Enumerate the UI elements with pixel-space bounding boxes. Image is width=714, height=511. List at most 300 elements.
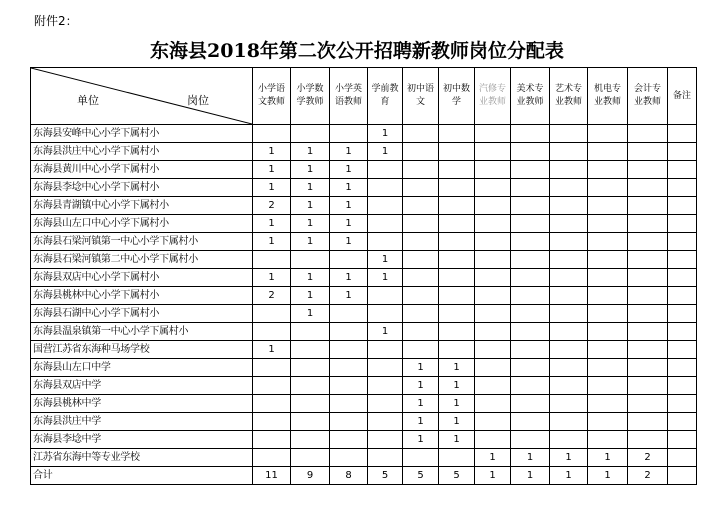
quota-cell <box>330 305 368 323</box>
quota-cell <box>628 359 668 377</box>
quota-cell: 1 <box>368 125 403 143</box>
school-name-cell: 东海县双店中学 <box>31 377 253 395</box>
quota-cell <box>439 197 475 215</box>
quota-cell <box>628 125 668 143</box>
quota-cell <box>403 449 439 467</box>
quota-cell <box>403 143 439 161</box>
quota-cell <box>253 323 291 341</box>
quota-cell: 1 <box>439 431 475 449</box>
quota-cell: 1 <box>253 161 291 179</box>
quota-cell <box>668 269 697 287</box>
quota-cell <box>330 341 368 359</box>
quota-cell: 2 <box>253 287 291 305</box>
quota-cell <box>439 125 475 143</box>
quota-cell <box>588 233 628 251</box>
quota-cell <box>439 287 475 305</box>
quota-cell: 1 <box>291 179 330 197</box>
corner-header-cell <box>31 68 253 125</box>
school-name-cell: 东海县温泉镇第一中心小学下属村小 <box>31 323 253 341</box>
quota-cell <box>330 125 368 143</box>
school-name-cell: 江苏省东海中等专业学校 <box>31 449 253 467</box>
column-header-label: 小学英语教师 <box>334 84 362 107</box>
school-name-cell: 国营江苏省东海种马场学校 <box>31 341 253 359</box>
quota-cell <box>511 233 550 251</box>
quota-cell <box>588 125 628 143</box>
table-row <box>31 125 697 143</box>
table-row <box>31 431 697 449</box>
quota-cell <box>588 359 628 377</box>
table-row <box>31 395 697 413</box>
quota-cell <box>588 197 628 215</box>
quota-cell: 1 <box>253 269 291 287</box>
total-value-cell: 2 <box>628 467 668 485</box>
quota-cell <box>668 431 697 449</box>
school-name-cell: 东海县洪庄中学 <box>31 413 253 431</box>
quota-cell <box>368 377 403 395</box>
quota-cell <box>588 287 628 305</box>
quota-cell <box>628 143 668 161</box>
quota-cell: 1 <box>403 359 439 377</box>
quota-cell <box>511 179 550 197</box>
quota-cell: 1 <box>330 197 368 215</box>
quota-cell <box>550 341 588 359</box>
quota-cell <box>291 125 330 143</box>
quota-cell <box>550 413 588 431</box>
quota-cell <box>403 269 439 287</box>
quota-cell <box>511 125 550 143</box>
quota-cell <box>439 215 475 233</box>
quota-cell <box>403 251 439 269</box>
total-label: 合计 <box>31 467 253 485</box>
quota-cell <box>511 359 550 377</box>
total-value-cell: 9 <box>291 467 330 485</box>
quota-cell: 1 <box>403 395 439 413</box>
quota-cell <box>668 215 697 233</box>
quota-cell <box>253 305 291 323</box>
quota-cell <box>511 323 550 341</box>
quota-cell <box>403 161 439 179</box>
quota-cell <box>550 197 588 215</box>
column-header-label: 小学语文教师 <box>257 84 285 107</box>
quota-cell <box>291 377 330 395</box>
quota-cell <box>668 395 697 413</box>
table-row <box>31 359 697 377</box>
column-header-label: 备注 <box>672 90 691 101</box>
column-header-label: 学前教育 <box>371 84 399 107</box>
quota-cell <box>403 233 439 251</box>
quota-cell <box>668 287 697 305</box>
header-row <box>31 68 697 125</box>
quota-cell <box>668 323 697 341</box>
quota-cell <box>439 269 475 287</box>
quota-cell <box>403 125 439 143</box>
quota-cell: 1 <box>403 413 439 431</box>
quota-cell <box>253 449 291 467</box>
quota-cell <box>253 413 291 431</box>
school-name-cell: 东海县安峰中心小学下属村小 <box>31 125 253 143</box>
total-value-cell <box>668 467 697 485</box>
quota-cell: 1 <box>291 233 330 251</box>
quota-cell: 1 <box>330 215 368 233</box>
quota-cell <box>550 431 588 449</box>
quota-cell <box>253 125 291 143</box>
quota-cell <box>439 233 475 251</box>
quota-cell <box>330 431 368 449</box>
quota-cell <box>668 377 697 395</box>
quota-cell <box>550 287 588 305</box>
column-header <box>475 68 511 125</box>
column-header-label: 机电专业教师 <box>593 84 621 107</box>
quota-cell <box>475 359 511 377</box>
quota-cell <box>403 323 439 341</box>
quota-cell <box>475 215 511 233</box>
total-value-cell: 1 <box>588 467 628 485</box>
table-row <box>31 215 697 233</box>
quota-cell <box>475 251 511 269</box>
table-row <box>31 251 697 269</box>
quota-cell <box>330 449 368 467</box>
column-header <box>588 68 628 125</box>
quota-cell <box>550 323 588 341</box>
quota-cell <box>291 431 330 449</box>
quota-cell: 1 <box>439 395 475 413</box>
quota-cell <box>668 449 697 467</box>
quota-cell: 1 <box>368 251 403 269</box>
column-header <box>253 68 291 125</box>
quota-cell <box>588 305 628 323</box>
quota-cell <box>330 359 368 377</box>
quota-cell: 1 <box>368 323 403 341</box>
position-label: 岗位 <box>187 94 209 107</box>
quota-cell <box>403 215 439 233</box>
quota-cell: 1 <box>330 179 368 197</box>
quota-cell <box>628 395 668 413</box>
quota-cell <box>475 323 511 341</box>
quota-cell <box>475 341 511 359</box>
quota-cell: 1 <box>291 305 330 323</box>
unit-label: 单位 <box>77 94 99 107</box>
total-value-cell: 1 <box>550 467 588 485</box>
quota-cell <box>368 179 403 197</box>
quota-cell <box>475 413 511 431</box>
quota-cell <box>439 449 475 467</box>
table-row <box>31 269 697 287</box>
quota-cell <box>628 413 668 431</box>
quota-cell <box>588 215 628 233</box>
column-header-label: 美术专业教师 <box>516 84 544 107</box>
quota-cell <box>291 449 330 467</box>
column-header <box>291 68 330 125</box>
total-value-cell: 5 <box>403 467 439 485</box>
quota-cell: 1 <box>439 377 475 395</box>
quota-cell <box>628 305 668 323</box>
quota-cell <box>475 431 511 449</box>
quota-cell <box>628 269 668 287</box>
quota-cell: 1 <box>291 161 330 179</box>
quota-cell <box>475 287 511 305</box>
quota-cell <box>368 197 403 215</box>
quota-cell <box>588 269 628 287</box>
quota-cell <box>330 395 368 413</box>
quota-cell <box>511 143 550 161</box>
quota-cell <box>550 233 588 251</box>
quota-cell <box>628 431 668 449</box>
quota-cell: 1 <box>330 233 368 251</box>
quota-cell <box>511 305 550 323</box>
column-header-label: 小学数学教师 <box>296 84 324 107</box>
quota-cell: 1 <box>550 449 588 467</box>
table-row <box>31 305 697 323</box>
column-header <box>403 68 439 125</box>
table-row <box>31 323 697 341</box>
quota-cell <box>628 377 668 395</box>
column-header-label: 艺术专业教师 <box>554 84 582 107</box>
quota-cell <box>511 269 550 287</box>
quota-cell <box>330 377 368 395</box>
quota-cell <box>511 341 550 359</box>
quota-cell: 1 <box>291 269 330 287</box>
school-name-cell: 东海县李埝中心小学下属村小 <box>31 179 253 197</box>
total-value-cell: 1 <box>475 467 511 485</box>
table-row <box>31 287 697 305</box>
quota-cell <box>588 179 628 197</box>
quota-cell: 1 <box>330 287 368 305</box>
column-header <box>330 68 368 125</box>
school-name-cell: 东海县石梁河镇第二中心小学下属村小 <box>31 251 253 269</box>
quota-cell <box>368 431 403 449</box>
quota-cell <box>550 395 588 413</box>
quota-cell <box>668 305 697 323</box>
quota-cell <box>475 197 511 215</box>
quota-cell <box>550 143 588 161</box>
quota-cell <box>628 323 668 341</box>
quota-cell: 1 <box>291 197 330 215</box>
quota-cell <box>368 305 403 323</box>
quota-cell: 1 <box>330 161 368 179</box>
quota-cell <box>628 197 668 215</box>
quota-cell <box>588 143 628 161</box>
table-row <box>31 449 697 467</box>
quota-cell <box>628 341 668 359</box>
quota-cell <box>550 179 588 197</box>
quota-cell: 1 <box>253 233 291 251</box>
quota-cell: 1 <box>439 359 475 377</box>
table-row <box>31 341 697 359</box>
table-row <box>31 413 697 431</box>
allocation-table <box>30 67 697 485</box>
quota-cell <box>550 305 588 323</box>
quota-cell <box>403 287 439 305</box>
column-header <box>511 68 550 125</box>
quota-cell <box>511 251 550 269</box>
quota-cell <box>628 233 668 251</box>
quota-cell: 1 <box>330 269 368 287</box>
school-name-cell: 东海县洪庄中心小学下属村小 <box>31 143 253 161</box>
quota-cell <box>628 287 668 305</box>
school-name-cell: 东海县双店中心小学下属村小 <box>31 269 253 287</box>
quota-cell: 1 <box>368 269 403 287</box>
column-header-label: 初中数学 <box>442 84 470 107</box>
quota-cell <box>668 359 697 377</box>
quota-cell: 2 <box>628 449 668 467</box>
quota-cell: 1 <box>511 449 550 467</box>
school-name-cell: 东海县桃林中学 <box>31 395 253 413</box>
quota-cell <box>550 161 588 179</box>
column-header <box>668 68 697 125</box>
quota-cell <box>511 161 550 179</box>
quota-cell: 1 <box>291 215 330 233</box>
quota-cell <box>588 251 628 269</box>
quota-cell <box>588 341 628 359</box>
quota-cell <box>668 341 697 359</box>
quota-cell <box>511 395 550 413</box>
school-name-cell: 东海县桃林中心小学下属村小 <box>31 287 253 305</box>
quota-cell <box>291 341 330 359</box>
quota-cell <box>475 395 511 413</box>
quota-cell: 1 <box>330 143 368 161</box>
quota-cell <box>475 125 511 143</box>
quota-cell <box>368 395 403 413</box>
quota-cell <box>475 233 511 251</box>
school-name-cell: 东海县青湖镇中心小学下属村小 <box>31 197 253 215</box>
quota-cell <box>291 323 330 341</box>
quota-cell <box>368 287 403 305</box>
quota-cell: 1 <box>253 179 291 197</box>
quota-cell <box>668 125 697 143</box>
quota-cell <box>403 197 439 215</box>
quota-cell <box>368 413 403 431</box>
quota-cell <box>439 305 475 323</box>
quota-cell <box>368 215 403 233</box>
school-name-cell: 东海县山左口中心小学下属村小 <box>31 215 253 233</box>
school-name-cell: 东海县石湖中心小学下属村小 <box>31 305 253 323</box>
quota-cell <box>291 359 330 377</box>
column-header-label: 初中语文 <box>406 84 434 107</box>
quota-cell <box>330 323 368 341</box>
quota-cell <box>550 215 588 233</box>
quota-cell <box>475 143 511 161</box>
quota-cell <box>253 359 291 377</box>
quota-cell <box>368 449 403 467</box>
quota-cell <box>588 161 628 179</box>
quota-cell <box>291 251 330 269</box>
column-header <box>628 68 668 125</box>
table-row <box>31 233 697 251</box>
quota-cell <box>475 305 511 323</box>
school-name-cell: 东海县黄川中心小学下属村小 <box>31 161 253 179</box>
quota-cell <box>368 161 403 179</box>
school-name-cell: 东海县石梁河镇第一中心小学下属村小 <box>31 233 253 251</box>
quota-cell <box>439 143 475 161</box>
quota-cell <box>628 215 668 233</box>
quota-cell: 1 <box>253 341 291 359</box>
quota-cell <box>668 413 697 431</box>
total-value-cell: 1 <box>511 467 550 485</box>
quota-cell <box>403 179 439 197</box>
quota-cell <box>475 269 511 287</box>
quota-cell <box>439 161 475 179</box>
quota-cell <box>511 431 550 449</box>
quota-cell <box>439 341 475 359</box>
quota-cell: 1 <box>403 377 439 395</box>
quota-cell <box>550 377 588 395</box>
table-row <box>31 161 697 179</box>
quota-cell <box>403 305 439 323</box>
quota-cell <box>368 359 403 377</box>
quota-cell <box>511 287 550 305</box>
quota-cell <box>253 395 291 413</box>
quota-cell <box>330 413 368 431</box>
quota-cell <box>475 179 511 197</box>
quota-cell <box>588 395 628 413</box>
total-row <box>31 467 697 485</box>
column-header <box>368 68 403 125</box>
quota-cell: 1 <box>291 143 330 161</box>
column-header <box>550 68 588 125</box>
quota-cell: 1 <box>291 287 330 305</box>
quota-cell: 1 <box>253 143 291 161</box>
quota-cell <box>588 413 628 431</box>
quota-cell <box>668 251 697 269</box>
column-header-label: 汽修专业教师 <box>478 84 506 107</box>
quota-cell <box>439 323 475 341</box>
quota-cell <box>550 125 588 143</box>
quota-cell <box>668 233 697 251</box>
quota-cell <box>439 251 475 269</box>
diagonal-divider <box>31 68 252 124</box>
quota-cell: 1 <box>253 215 291 233</box>
quota-cell: 1 <box>403 431 439 449</box>
quota-cell <box>628 161 668 179</box>
quota-cell <box>628 251 668 269</box>
quota-cell <box>550 269 588 287</box>
quota-cell <box>253 377 291 395</box>
table-row <box>31 179 697 197</box>
quota-cell <box>668 179 697 197</box>
table-row <box>31 197 697 215</box>
school-name-cell: 东海县李埝中学 <box>31 431 253 449</box>
quota-cell <box>628 179 668 197</box>
quota-cell <box>511 377 550 395</box>
quota-cell <box>253 251 291 269</box>
table-body <box>31 125 697 485</box>
quota-cell <box>330 251 368 269</box>
quota-cell: 2 <box>253 197 291 215</box>
quota-cell <box>475 161 511 179</box>
quota-cell <box>668 161 697 179</box>
page-title: 东海县2018年第二次公开招聘新教师岗位分配表 <box>150 40 564 62</box>
quota-cell <box>368 341 403 359</box>
quota-cell <box>588 431 628 449</box>
table-row <box>31 143 697 161</box>
quota-cell <box>253 431 291 449</box>
total-value-cell: 5 <box>368 467 403 485</box>
quota-cell <box>550 251 588 269</box>
quota-cell <box>668 143 697 161</box>
quota-cell <box>291 395 330 413</box>
quota-cell <box>475 377 511 395</box>
total-value-cell: 8 <box>330 467 368 485</box>
quota-cell <box>439 179 475 197</box>
quota-cell <box>403 341 439 359</box>
quota-cell <box>588 377 628 395</box>
attachment-label: 附件2： <box>34 14 78 28</box>
total-value-cell: 11 <box>253 467 291 485</box>
quota-cell <box>291 413 330 431</box>
quota-cell <box>368 233 403 251</box>
school-name-cell: 东海县山左口中学 <box>31 359 253 377</box>
table-row <box>31 377 697 395</box>
